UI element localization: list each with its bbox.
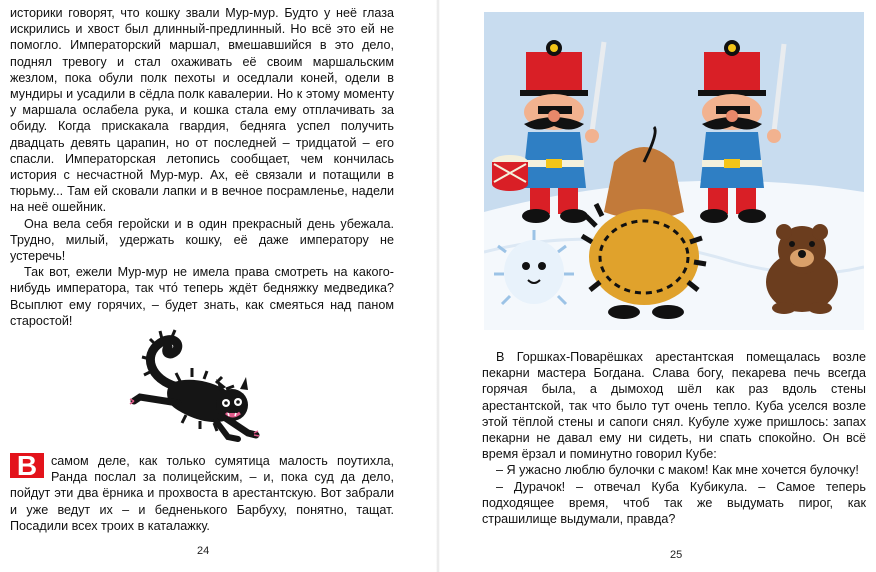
right-page — [438, 0, 876, 572]
paragraph: Она вела себя геройски и в один прекрасный день убежала. Трудно, милый, удержать кошку, её даже императору не устеречь! — [10, 216, 394, 264]
page-number: 25 — [670, 549, 683, 561]
paragraph: – Я ужасно люблю булочки с маком! Как мне хочется булочку! — [496, 463, 859, 478]
left-top-text — [10, 5, 394, 329]
paragraph: Так вот, ежели Мур-мур не имела права смотреть на какого-нибудь императора, так что́ теперь ждёт бедняжку медведика? Всыплют ему горячих, – будет знать, как смеяться над паном старостой! — [10, 265, 394, 328]
paragraph — [10, 450, 394, 534]
paragraph: В Горшках-Поварёшках арестантская помещалась возле пекарни мастера Богдана. Слава богу, пекарева печь всегда горячая была, а дымоход шёл как раз вдоль стены арестантской, так что было тут очень тепло. Куба уселся возле этой тёплой стены и сапоги снял. Кубуле хуже пришлось: запах пекарни не давал ему ни сидеть, ни спать спокойно. Он всё время ёрзал и поминутно говорил Кубе: — [482, 350, 866, 462]
paragraph: историки говорят, что кошку звали Мур-мур. Будто у неё глаза искрились и хвост был длинный-предлинный. Но всё это ей не помогло. Императорский маршал, вмешавшийся в это дело, поднял тревогу и стал охаживать её своим маршальским жезлом, пока обули полк пехоты и оседлали коней, одели в мундиры и усадили в сёдла полк кавалерии. Но к этому моменту у маршала ослабела рука, и кошка стала ему отплачивать за обиду. Когда прискакала гвардия, бедняга успел получить двадцать девять царапин, но от последней – тридцатой – его спасли. Императорская летопись сообщает, чем кончилась история с несчастной Мур-мур. Ах, её связали и потащили в тюрьму... Там ей сковали лапки и в вечное посрамленье, надели на неё ошейник. — [10, 6, 394, 215]
left-bottom-text — [10, 450, 394, 534]
drop-cap: В — [10, 453, 44, 478]
soldiers-and-bears-illustration — [484, 12, 864, 330]
page-number: 24 — [197, 545, 210, 557]
paragraph-text: самом деле, как только сумятица малость поутихла, Ранда послал за полицейским, – и, пока суд да дело, пойдут эти два ёрника и прохвоста в арестантскую. Вот забрали и уже ведут их – и бедненького Барбуху, понятно, тащат. Посадили всех троих в каталажку. — [10, 454, 394, 533]
paragraph: – Дурачок! – отвечал Куба Кубикула. – Самое теперь подходящее время, чтоб так же выдумать пирог, как страшилище выдумали, правда? — [482, 479, 866, 527]
right-text — [482, 349, 866, 527]
black-cat-icon — [120, 325, 280, 445]
